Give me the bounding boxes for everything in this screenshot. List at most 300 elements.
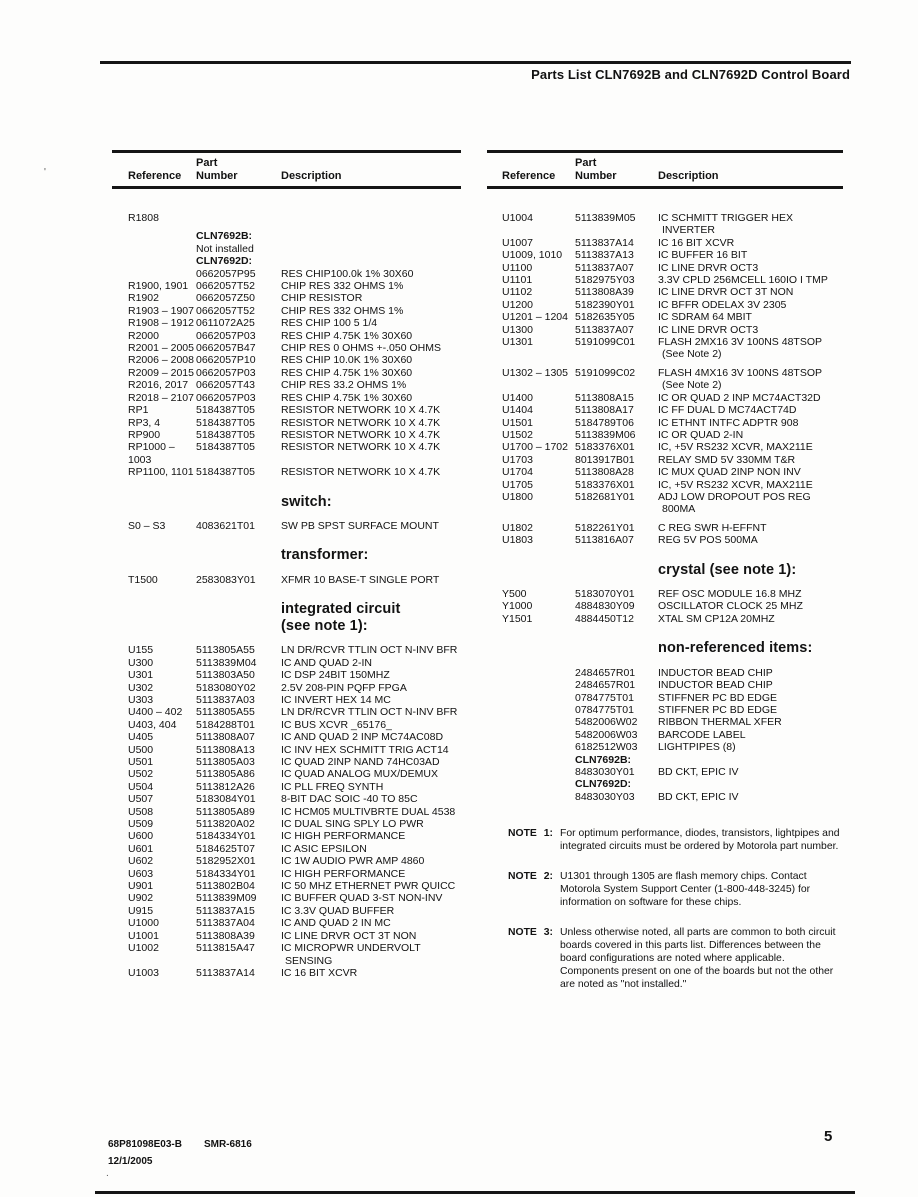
row-reference: U1705 (502, 478, 533, 491)
section-heading: switch: (281, 493, 332, 510)
parts-table-left (112, 150, 461, 979)
row-reference: U1400 (502, 391, 533, 404)
row-part-number: 5113837A03 (196, 693, 255, 706)
row-part-number: 5113805A89 (196, 805, 255, 818)
section-heading: integrated circuit (see note 1): (281, 601, 401, 634)
table-row (112, 417, 461, 429)
table-row (487, 600, 843, 612)
footer-doc-number: 68P81098E03-B (108, 1139, 182, 1150)
table-row (112, 967, 461, 979)
row-reference: U915 (128, 904, 154, 917)
table-row (112, 574, 461, 586)
table-row (487, 667, 843, 679)
header-part-line1: Part (196, 157, 218, 169)
row-part-number: 5113837A14 (575, 236, 634, 249)
note-text: Unless otherwise noted, all parts are common to both circuit boards covered in this parts list. Differences between the board configurations are noted where applicable. Components present on one of the boards but not the other are noted as "not installed." (560, 927, 836, 991)
table-row (112, 706, 461, 718)
row-reference: U1009, 1010 (502, 249, 563, 262)
footer-rule (95, 1191, 855, 1194)
table-row (112, 905, 461, 917)
table-row (112, 212, 461, 224)
row-part-number: 0662057P95 (196, 267, 256, 280)
row-reference: U1704 (502, 466, 533, 479)
row-description: IC MICROPWR UNDERVOLT SENSING (281, 942, 461, 967)
table-header (112, 150, 461, 189)
table-row (487, 324, 843, 336)
row-reference: U1100 (502, 261, 533, 274)
row-reference (502, 741, 575, 753)
row-part-number: 5184387T05 (196, 428, 255, 441)
row-reference: U509 (128, 818, 154, 831)
row-reference (128, 255, 196, 267)
row-reference: U502 (128, 768, 154, 781)
note-text: U1301 through 1305 are flash memory chips. Contact Motorola System Support Center (1-800-448-3245) for information on software for these chips. (560, 871, 811, 909)
row-part-number: 5183084Y01 (196, 793, 256, 806)
row-description: IC, +5V RS232 XCVR, MAX211E (658, 478, 813, 491)
table-row (112, 942, 461, 967)
row-reference: R1908 – 1912 (128, 317, 194, 330)
row-part-number: 5113803A50 (196, 669, 255, 682)
table-row (487, 274, 843, 286)
row-reference: U504 (128, 780, 154, 793)
row-part-number: 5184387T05 (196, 416, 255, 429)
table-row (487, 466, 843, 478)
row-part-number: 5191099C02 (575, 366, 636, 379)
row-description: CHIP RES 332 OHMS 1% (281, 304, 404, 317)
row-reference: U1102 (502, 286, 533, 299)
row-part-number: 5113805A55 (196, 644, 255, 657)
row-reference: T1500 (128, 573, 158, 586)
row-description: INDUCTOR BEAD CHIP (658, 666, 773, 679)
row-part-number: 5113808A13 (196, 743, 255, 756)
row-description-line2: INVERTER (662, 224, 715, 237)
table-row (487, 441, 843, 453)
row-description: IC MUX QUAD 2INP NON INV (658, 466, 801, 479)
row-description: IC, +5V RS232 XCVR, MAX211E (658, 441, 813, 454)
table-row (487, 588, 843, 600)
row-reference: R2001 – 2005 (128, 342, 194, 355)
row-description: FLASH 2MX16 3V 100NS 48TSOP (See Note 2) (658, 336, 843, 361)
notes-section (487, 827, 843, 991)
row-part-number: 5183070Y01 (575, 588, 635, 601)
row-reference: U1700 – 1702 (502, 441, 568, 454)
row-description: CHIP RES 33.2 OHMS 1% (281, 379, 407, 392)
row-reference: U400 – 402 (128, 706, 183, 719)
row-part-number: 2484657R01 (575, 679, 636, 692)
table-row (112, 230, 461, 242)
row-description: IC QUAD 2INP NAND 74HC03AD (281, 756, 440, 768)
row-reference: U1800 (502, 490, 533, 503)
row-part-number: 0662057P03 (196, 391, 256, 404)
table-row (112, 305, 461, 317)
table-row (487, 778, 843, 790)
table-row (112, 930, 461, 942)
table-row (112, 855, 461, 867)
row-reference: U500 (128, 743, 154, 756)
row-description: IC 16 BIT XCVR (658, 236, 735, 249)
table-row (112, 793, 461, 805)
row-description (658, 778, 843, 790)
row-reference: U508 (128, 805, 154, 818)
row-description: BARCODE LABEL (658, 728, 746, 741)
row-description-line2: 800MA (662, 503, 696, 516)
row-reference: R1900, 1901 (128, 280, 189, 293)
row-description (658, 754, 843, 766)
row-part-number: 5113808A39 (196, 929, 255, 942)
row-part-number: 5184625T07 (196, 842, 255, 855)
row-description (281, 243, 461, 255)
row-description: RESISTOR NETWORK 10 X 4.7K (281, 428, 441, 441)
row-description: IC SCHMITT TRIGGER HEX INVERTER (658, 212, 843, 237)
row-reference: U302 (128, 681, 154, 694)
table-row (487, 791, 843, 803)
row-description: IC OR QUAD 2 INP MC74ACT32D (658, 391, 821, 404)
row-description: IC 1W AUDIO PWR AMP 4860 (281, 855, 425, 868)
table-row (487, 367, 843, 392)
table-row (112, 694, 461, 706)
header-part-line1: Part (575, 157, 597, 169)
row-description: BD CKT, EPIC IV (658, 766, 739, 779)
note (487, 926, 843, 991)
row-reference: U301 (128, 669, 154, 682)
row-reference: R1903 – 1907 (128, 304, 194, 317)
row-part-number: 5182952X01 (196, 855, 256, 868)
row-reference: R2016, 2017 (128, 379, 189, 392)
row-description: STIFFNER PC BD EDGE (658, 704, 778, 716)
row-description: IC HIGH PERFORMANCE (281, 867, 406, 880)
row-description: IC LINE DRVR OCT3 (658, 323, 759, 336)
row-reference: Y500 (502, 588, 527, 601)
note-text: For optimum performance, diodes, transistors, lightpipes and integrated circuits must be ordered by Motorola part number. (560, 828, 840, 853)
row-description: RES CHIP 100 5 1/4 (281, 317, 378, 330)
row-part-number: 5182390Y01 (575, 298, 635, 311)
row-reference: R1808 (128, 212, 159, 224)
table-row (112, 731, 461, 743)
row-part-number: 5184334Y01 (196, 867, 256, 880)
table-row (112, 292, 461, 304)
row-description: IC OR QUAD 2-IN (658, 428, 744, 441)
table-row (487, 754, 843, 766)
row-description: C REG SWR H-EFFNT (658, 521, 767, 534)
row-description: CHIP RES 332 OHMS 1% (281, 280, 404, 293)
row-reference: R2000 (128, 329, 159, 342)
row-description-line2: (See Note 2) (662, 379, 722, 392)
row-part-number: 5113839M06 (575, 428, 636, 441)
header-part-number: Number (196, 170, 238, 182)
row-description: LN DR/RCVR TTLIN OCT N-INV BFR (281, 706, 458, 719)
table-row (112, 669, 461, 681)
row-part-number: 5113805A55 (196, 706, 255, 719)
row-description: OSCILLATOR CLOCK 25 MHZ (658, 600, 803, 613)
row-description: IC PLL FREQ SYNTH (281, 780, 384, 793)
row-description: IC INV HEX SCHMITT TRIG ACT14 (281, 743, 449, 756)
header-rule (100, 61, 851, 64)
row-description: RES CHIP 10.0K 1% 30X60 (281, 354, 413, 367)
row-part-number: 5182681Y01 (575, 490, 635, 503)
table-row (112, 379, 461, 391)
header-description: Description (281, 170, 342, 182)
row-description: REF OSC MODULE 16.8 MHZ (658, 588, 802, 601)
row-description: REG 5V POS 500MA (658, 534, 758, 547)
header-part-number: Number (575, 170, 617, 182)
row-description: BD CKT, EPIC IV (658, 790, 739, 803)
row-part-number: 8013917B01 (575, 453, 635, 466)
row-part-number: 2484657R01 (575, 666, 636, 679)
table-header (487, 150, 843, 189)
row-reference: R1902 (128, 292, 159, 305)
row-description: CHIP RESISTOR (281, 292, 363, 305)
row-part-number: 5113837A13 (575, 249, 634, 262)
row-reference: U1200 (502, 298, 533, 311)
row-reference: U1003 (128, 966, 159, 979)
table-row (487, 311, 843, 323)
row-description: IC LINE DRVR OCT 3T NON (281, 929, 417, 942)
section-heading: crystal (see note 1): (658, 561, 797, 578)
row-reference (128, 230, 196, 242)
row-description: IC ETHNT INTFC ADPTR 908 (658, 416, 799, 429)
row-reference: RP1000 – 1003 (128, 441, 175, 466)
row-reference: U602 (128, 855, 154, 868)
row-part-number: 0611072A25 (196, 317, 255, 330)
table-row (112, 243, 461, 255)
table-row (487, 262, 843, 274)
row-part-number: 5113808A28 (575, 466, 634, 479)
table-row (112, 441, 461, 466)
table-row (112, 818, 461, 830)
row-description: XTAL SM CP12A 20MHZ (658, 612, 775, 625)
row-part-number: 5113808A15 (575, 391, 634, 404)
row-reference (502, 692, 575, 704)
row-part-number: 0662057T52 (196, 280, 255, 293)
row-description: IC DSP 24BIT 150MHZ (281, 669, 390, 682)
row-description: FLASH 4MX16 3V 100NS 48TSOP (See Note 2) (658, 367, 843, 392)
row-reference: R2009 – 2015 (128, 366, 194, 379)
table-row (112, 330, 461, 342)
table-row (487, 716, 843, 728)
table-row (112, 719, 461, 731)
row-part-number: 0662057P03 (196, 329, 256, 342)
row-part-number: 5113839M04 (196, 656, 257, 669)
row-part-number: CLN7692B: (196, 230, 253, 243)
row-reference: U1300 (502, 323, 533, 336)
table-row (487, 237, 843, 249)
header-reference: Reference (502, 170, 556, 182)
row-part-number: 5184387T05 (196, 441, 255, 454)
row-reference (502, 667, 575, 679)
row-reference: U1001 (128, 929, 159, 942)
footer-date: 12/1/2005 (108, 1156, 153, 1167)
row-reference: RP900 (128, 428, 161, 441)
row-part-number: 5182975Y03 (575, 274, 635, 287)
row-description: IC QUAD ANALOG MUX/DEMUX (281, 768, 438, 781)
table-row (112, 880, 461, 892)
row-description (281, 230, 461, 242)
row-part-number: 5113812A26 (196, 780, 255, 793)
table-row (112, 429, 461, 441)
row-part-number: 5113837A15 (196, 904, 255, 917)
table-row (112, 756, 461, 768)
row-description: IC LINE DRVR OCT 3T NON (658, 286, 794, 299)
row-description: LN DR/RCVR TTLIN OCT N-INV BFR (281, 644, 458, 657)
stray-mark: . (106, 1168, 109, 1179)
row-description: SW PB SPST SURFACE MOUNT (281, 520, 439, 533)
row-description: STIFFNER PC BD EDGE (658, 691, 778, 704)
row-description: RES CHIP 4.75K 1% 30X60 (281, 366, 413, 379)
row-part-number: 0662057P10 (196, 354, 256, 367)
table-row (487, 336, 843, 361)
row-description: IC SDRAM 64 MBIT (658, 311, 752, 324)
row-part-number: 5113820A02 (196, 818, 255, 831)
row-description: IC AND QUAD 2 IN MC (281, 917, 391, 930)
row-reference: RP3, 4 (128, 416, 161, 429)
header-spacer (658, 157, 843, 170)
table-row (112, 280, 461, 292)
row-description: 2.5V 208-PIN PQFP FPGA (281, 681, 407, 694)
table-row (487, 479, 843, 491)
row-reference: U303 (128, 693, 154, 706)
section-heading: transformer: (281, 547, 369, 564)
row-part-number: 0662057B47 (196, 342, 256, 355)
row-reference (128, 243, 196, 255)
row-part-number: 5184334Y01 (196, 830, 256, 843)
row-reference (128, 268, 196, 280)
table-row (112, 917, 461, 929)
row-reference (502, 766, 575, 778)
row-reference: U1404 (502, 404, 533, 417)
row-reference: U1502 (502, 428, 533, 441)
section-heading: non-referenced items: (658, 640, 813, 657)
table-row (487, 766, 843, 778)
row-description: IC HIGH PERFORMANCE (281, 830, 406, 843)
row-part-number: 5482006W03 (575, 728, 638, 741)
table-row (487, 704, 843, 716)
table-row (487, 613, 843, 625)
row-reference: Y1501 (502, 612, 533, 625)
page-title: Parts List CLN7692B and CLN7692D Control Board (531, 67, 850, 82)
row-description: RELAY SMD 5V 330MM T&R (658, 453, 796, 466)
table-row (112, 367, 461, 379)
row-part-number: 0662057P03 (196, 366, 256, 379)
table-row (112, 255, 461, 267)
row-description: IC 3.3V QUAD BUFFER (281, 904, 395, 917)
row-reference (502, 791, 575, 803)
table-row (112, 843, 461, 855)
row-reference: U155 (128, 644, 154, 657)
row-part-number: 5113837A07 (575, 323, 634, 336)
row-reference (502, 778, 575, 790)
table-row (112, 342, 461, 354)
row-description: RESISTOR NETWORK 10 X 4.7K (281, 416, 441, 429)
table-row (487, 679, 843, 691)
table-row (487, 299, 843, 311)
note (487, 827, 843, 853)
row-reference: U405 (128, 731, 154, 744)
note (487, 870, 843, 909)
row-part-number: 8483030Y01 (575, 766, 635, 779)
row-reference: S0 – S3 (128, 520, 166, 533)
row-reference: U1004 (502, 212, 533, 224)
row-part-number: 5183080Y02 (196, 681, 256, 694)
row-description: XFMR 10 BASE-T SINGLE PORT (281, 573, 440, 586)
row-part-number: 5184387T05 (196, 404, 255, 417)
table-row (487, 392, 843, 404)
footer (108, 1139, 252, 1150)
table-row (112, 892, 461, 904)
row-description: IC ASIC EPSILON (281, 842, 367, 855)
row-part-number: 5113808A39 (575, 286, 634, 299)
row-part-number: 0784775T01 (575, 691, 634, 704)
table-row (112, 830, 461, 842)
row-description-line2: (See Note 2) (662, 348, 722, 361)
table-row (487, 692, 843, 704)
row-part-number: 0784775T01 (575, 704, 634, 716)
table-row (112, 744, 461, 756)
row-reference: R2018 – 2107 (128, 391, 194, 404)
row-reference: Y1000 (502, 600, 533, 613)
row-reference: U1002 (128, 942, 159, 955)
row-part-number: CLN7692D: (575, 778, 632, 791)
row-description: LIGHTPIPES (8) (658, 741, 736, 754)
row-part-number: 0662057Z50 (196, 292, 255, 305)
table-row (487, 417, 843, 429)
row-part-number: 5482006W02 (575, 716, 638, 729)
row-reference: U1803 (502, 534, 533, 547)
row-description: IC FF DUAL D MC74ACT74D (658, 404, 797, 417)
row-description: ADJ LOW DROPOUT POS REG 800MA (658, 491, 843, 516)
row-part-number: 5113837A07 (575, 261, 634, 274)
row-part-number: 4884450T12 (575, 612, 634, 625)
table-row (112, 806, 461, 818)
row-description: RESISTOR NETWORK 10 X 4.7K (281, 466, 441, 479)
table-row (487, 534, 843, 546)
row-description: RIBBON THERMAL XFER (658, 716, 782, 729)
table-row (112, 657, 461, 669)
row-description: IC DUAL SING SPLY LO PWR (281, 818, 424, 831)
row-part-number: 6182512W03 (575, 741, 638, 754)
row-description (281, 255, 461, 267)
row-description: IC BUS XCVR _65176_ (281, 718, 392, 731)
row-part-number: 5184789T06 (575, 416, 634, 429)
table-row (487, 522, 843, 534)
row-reference: R2006 – 2008 (128, 354, 194, 367)
page-number: 5 (824, 1128, 833, 1145)
row-part-number: 8483030Y03 (575, 790, 635, 803)
row-reference: U1501 (502, 416, 533, 429)
row-part-number: 5182635Y05 (575, 311, 635, 324)
header-description: Description (658, 170, 719, 182)
row-reference: U1802 (502, 521, 533, 534)
table-body-right (487, 189, 843, 803)
table-row (112, 781, 461, 793)
row-part-number: 5113837A14 (196, 966, 255, 979)
row-part-number: 5191099C01 (575, 336, 636, 349)
table-row (487, 286, 843, 298)
row-part-number: 0662057T43 (196, 379, 255, 392)
row-description: IC BUFFER 16 BIT (658, 249, 748, 262)
row-reference: RP1100, 1101 (128, 466, 194, 479)
row-part-number: 5113839M05 (575, 212, 636, 224)
row-reference (502, 679, 575, 691)
row-description: IC INVERT HEX 14 MC (281, 693, 391, 706)
row-part-number: 0662057T52 (196, 304, 255, 317)
row-reference: U600 (128, 830, 154, 843)
header-reference: Reference (128, 170, 182, 182)
row-reference (502, 704, 575, 716)
row-part-number: 2583083Y01 (196, 573, 256, 586)
table-row (112, 392, 461, 404)
row-part-number: CLN7692D: (196, 255, 253, 268)
row-part-number: Not installed (196, 242, 254, 255)
